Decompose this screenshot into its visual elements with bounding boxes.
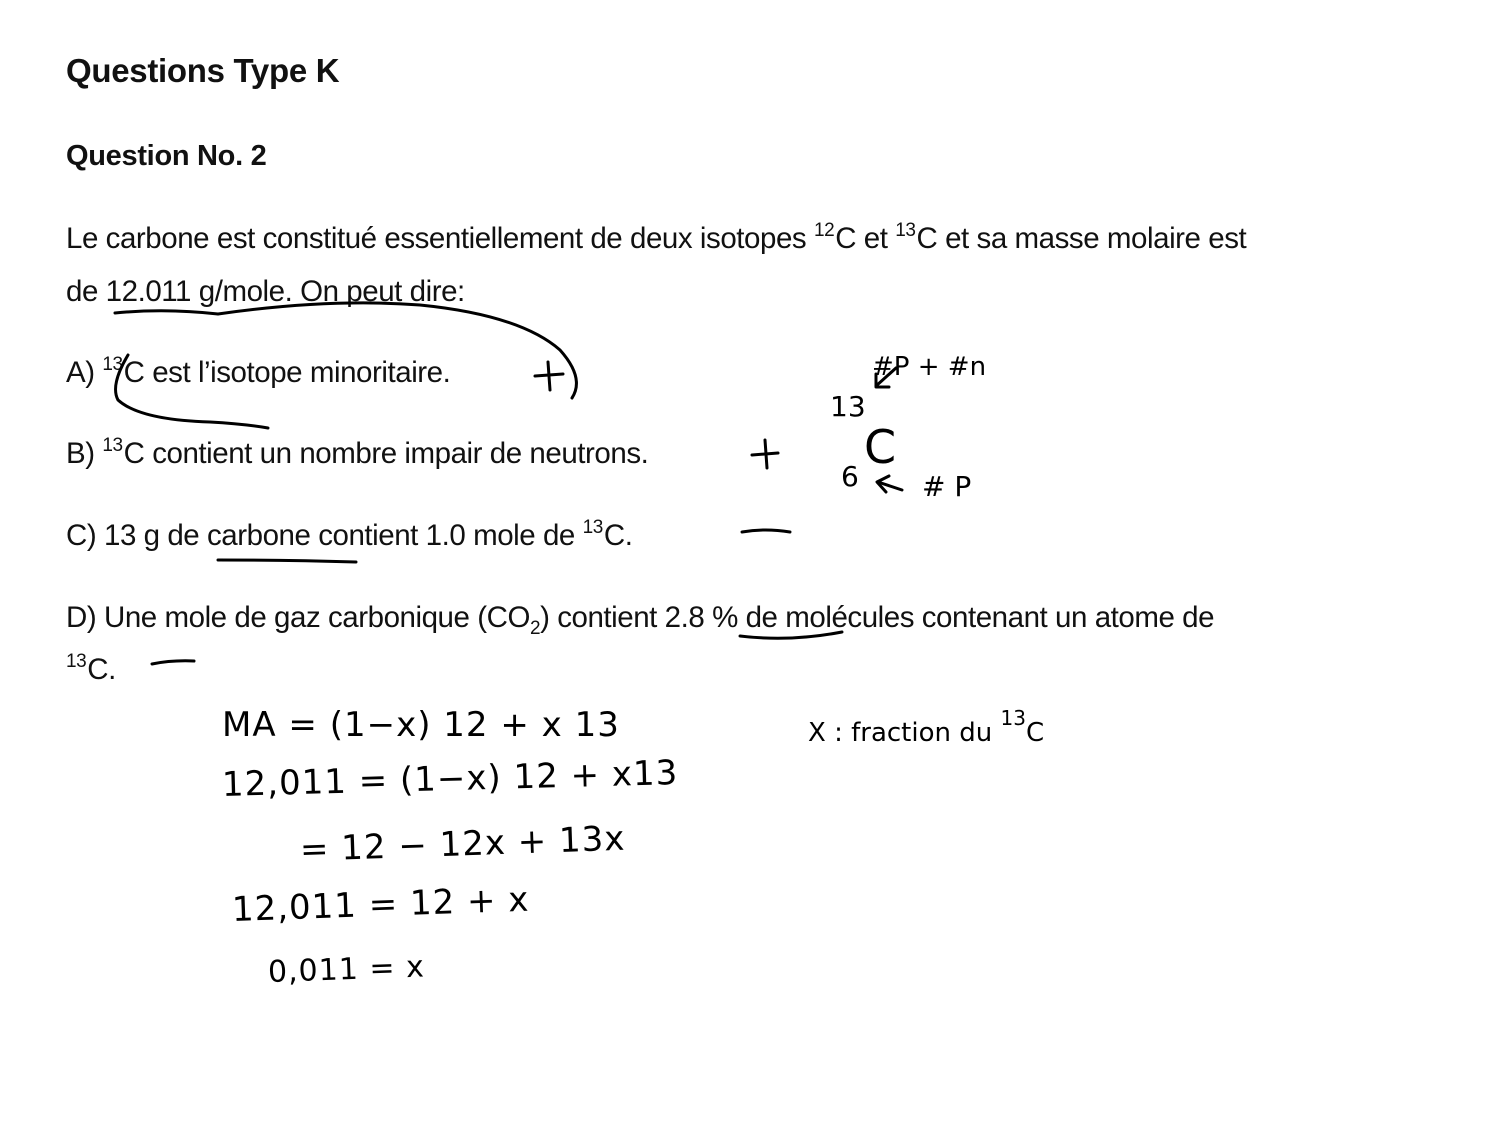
option-text: C contient un nombre impair de neutrons. (123, 437, 649, 470)
element-symbol: C (835, 222, 857, 255)
chemical-subscript: 2 (529, 618, 541, 639)
intro-line-2: de 12.011 g/mole. On peut dire: (66, 275, 465, 308)
isotope-mass-number: 12 (813, 220, 835, 241)
option-label: B) (66, 437, 95, 470)
option-a (66, 355, 450, 395)
intro-text: Le carbone est constitué essentiellement de deux isotopes (66, 222, 814, 255)
option-text: C. (603, 519, 633, 552)
option-text: C est l’isotope minoritaire. (123, 356, 451, 389)
definition-text: X : fraction du (808, 718, 1001, 748)
mass-number-label: #P + #n (872, 352, 987, 382)
option-d-line-2 (66, 652, 116, 692)
element-symbol: C (1025, 718, 1045, 748)
calc-line-4: 12,011 = 12 + x (231, 879, 531, 930)
element-symbol: C (864, 420, 897, 474)
question-title: Question No. 2 (66, 140, 267, 172)
option-b (66, 436, 648, 476)
isotope-mass-number: 13 (895, 220, 916, 241)
underline-stroke (218, 560, 356, 562)
page-title: Questions Type K (66, 52, 340, 89)
underline-stroke (115, 311, 218, 314)
atomic-number: 6 (841, 460, 859, 493)
intro-line-1 (66, 221, 1246, 261)
option-d (66, 600, 1214, 640)
element-symbol: C (916, 222, 938, 255)
calc-line-2: 12,011 = (1−x) 12 + x13 (221, 753, 679, 805)
variable-definition (808, 706, 1045, 748)
option-text: C. (87, 653, 116, 686)
intro-text: et (856, 222, 896, 255)
calc-line-3: = 12 − 12x + 13x (299, 818, 627, 870)
calc-line-1: MA = (1−x) 12 + x 13 (222, 705, 620, 745)
mass-number: 13 (830, 390, 866, 423)
calc-line-5: 0,011 = x (267, 949, 426, 990)
option-text: ) contient 2.8 % de molécules contenant un atome de (540, 601, 1215, 634)
isotope-mass-number: 13 (102, 435, 123, 456)
option-label: D) (66, 601, 97, 634)
option-text: 13 g de carbone contient 1.0 mole de (103, 519, 583, 552)
atomic-number-label: # P (922, 470, 972, 503)
isotope-mass-number: 13 (1000, 706, 1026, 730)
intro-text: et sa masse molaire est (937, 222, 1247, 255)
isotope-mass-number: 13 (102, 354, 123, 375)
isotope-mass-number: 13 (582, 517, 603, 538)
option-label: C) (66, 519, 97, 552)
isotope-mass-number: 13 (66, 651, 87, 672)
option-label: A) (66, 356, 95, 389)
option-c (66, 518, 632, 558)
option-text: Une mole de gaz carbonique (CO (103, 601, 530, 634)
